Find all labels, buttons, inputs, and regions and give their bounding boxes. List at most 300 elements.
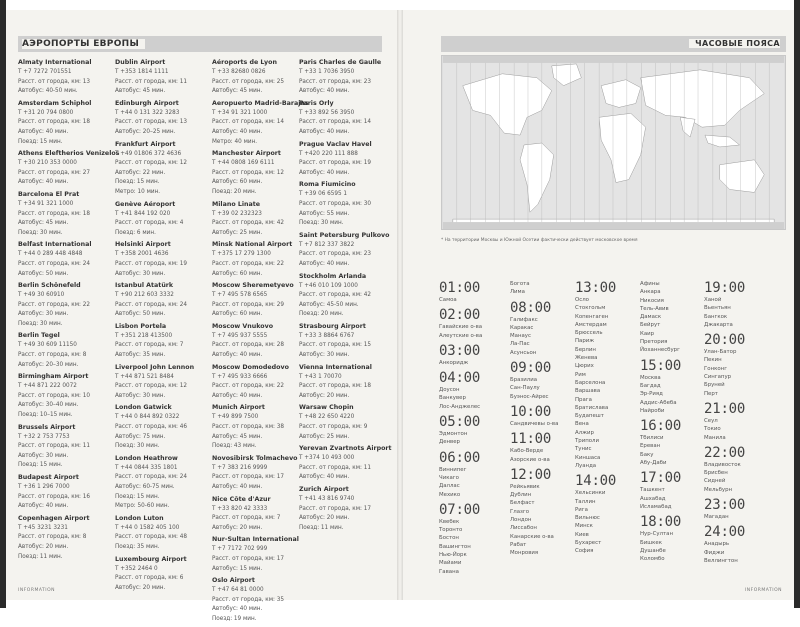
- airport-detail: Расст. от города, км: 23: [299, 78, 371, 85]
- airport-name: Moscow Sheremetyevo: [212, 282, 294, 290]
- airport-detail: Расст. от города, км: 14: [212, 119, 284, 126]
- airport-detail: T +375 17 279 1300: [212, 251, 271, 258]
- timezone-city: Богота: [510, 281, 530, 287]
- airport-name: Lisbon Portela: [115, 322, 167, 330]
- airport-entry: [18, 240, 102, 279]
- timezone-city: Фиджи: [704, 549, 725, 556]
- timezone-time: 19:00: [704, 280, 746, 296]
- airport-detail: Автобус: 20 мин.: [299, 392, 350, 399]
- timezone-city: Таллин: [575, 498, 596, 505]
- timezone-city: Рига: [575, 506, 588, 513]
- timezone-city: Прага: [575, 396, 592, 403]
- airport-detail: Расст. от города, км: 7: [212, 515, 281, 522]
- airport-detail: T +49 01806 372 4636: [115, 150, 182, 157]
- left-footer: INFORMATION: [18, 588, 56, 593]
- airport-entry: [212, 240, 296, 279]
- airport-detail: Расст. от города, км: 38: [212, 424, 284, 431]
- timezone-city: Торонто: [439, 527, 463, 534]
- airport-detail: Автобус: 40 мин.: [18, 179, 69, 186]
- timezone-city: Мельбурн: [704, 486, 733, 493]
- airport-detail: T +7 383 216 9999: [212, 464, 268, 471]
- airport-entry: [115, 454, 199, 512]
- airport-detail: T +7 495 578 6565: [212, 292, 268, 299]
- airport-name: Stockholm Arlanda: [299, 272, 367, 280]
- airport-detail: Автобус: 30 мин.: [18, 311, 69, 318]
- timezone-city: Перт: [704, 390, 718, 397]
- airport-detail: T +7 495 937 5555: [212, 332, 268, 339]
- timezone-city: Сандвичевы о-ва: [510, 420, 559, 427]
- airport-name: Yerevan Zvartnots Airport: [299, 445, 392, 453]
- timezone-column: [704, 280, 784, 568]
- airport-entry: [299, 485, 383, 533]
- airport-entry: [115, 140, 199, 198]
- timezone-city: Токио: [704, 426, 721, 433]
- airport-entry: [299, 403, 383, 442]
- airport-detail: Поезд: 11 мин.: [299, 524, 344, 531]
- airport-detail: Расст. от города, км: 8: [18, 534, 87, 541]
- airport-detail: T +34 91 321 1000: [212, 109, 268, 116]
- airport-name: Belfast International: [18, 241, 92, 249]
- airport-name: Birmingham Airport: [18, 373, 89, 381]
- airport-entry: [299, 322, 383, 361]
- airport-column: [299, 58, 392, 535]
- airport-detail: T +44 871 521 8484: [115, 373, 174, 380]
- airport-detail: Расст. от города, км: 11: [299, 464, 371, 471]
- timezone-city: Тбилиси: [640, 435, 664, 442]
- airport-name: Aeropuerto Madrid-Barajas: [212, 99, 309, 107]
- airport-detail: T +7 7172 702 999: [212, 546, 268, 553]
- airport-detail: Поезд: 15 мин.: [18, 462, 63, 469]
- timezone-city: Гонконг: [704, 365, 728, 372]
- airport-detail: Автобус: 25 мин.: [212, 229, 263, 236]
- airport-detail: Автобус: 22 мин.: [115, 169, 166, 176]
- airport-detail: Расст. от города, км: 15: [299, 342, 371, 349]
- airport-detail: T +34 91 321 1000: [18, 200, 74, 207]
- timezone-city: Каракас: [510, 324, 534, 331]
- timezone-time: 21:00: [704, 400, 746, 417]
- airport-detail: T +44 871 222 0072: [18, 383, 77, 390]
- timezone-city: Веллингтон: [704, 557, 738, 564]
- timezone-city: Ванкувер: [439, 395, 466, 402]
- airport-detail: Расст. от города, км: 28: [212, 342, 284, 349]
- timezone-city: Асунсьон: [510, 349, 537, 356]
- airport-detail: Поезд: 15 мин.: [18, 138, 63, 145]
- airport-entry: [18, 58, 102, 97]
- timezone-time: 03:00: [439, 342, 481, 359]
- airport-name: Helsinki Airport: [115, 241, 171, 249]
- timezone-city: Исламабад: [640, 503, 672, 510]
- airport-detail: T +90 212 603 3332: [115, 292, 174, 299]
- airport-detail: Метро: 40 мин.: [212, 138, 258, 145]
- timezone-city: Аддис-Абеба: [640, 399, 677, 406]
- timezone-time: 24:00: [704, 524, 746, 541]
- airport-name: Dublin Airport: [115, 59, 166, 66]
- timezone-city: Дублин: [510, 492, 532, 499]
- timezone-city: Доусон: [439, 387, 460, 394]
- airport-detail: Автобус: 20–30 мин.: [18, 361, 79, 368]
- airport-detail: Расст. от города, км: 24: [115, 474, 187, 481]
- timezone-city: Коломбо: [640, 556, 665, 563]
- timezone-city: Сеул: [704, 417, 718, 424]
- airport-detail: Автобус: 45-50 мин.: [299, 301, 359, 308]
- airport-detail: Автобус: 40 мин.: [299, 128, 350, 135]
- airport-detail: Автобус: 45 мин.: [18, 220, 69, 227]
- airport-detail: Расст. от города, км: 22: [212, 383, 284, 390]
- airport-detail: Поезд: 30 мин.: [299, 220, 344, 227]
- airport-entry: [299, 363, 383, 402]
- airport-detail: Расст. от города, км: 11: [18, 443, 90, 450]
- airport-name: Frankfurt Airport: [115, 140, 176, 148]
- timezone-city: Галифакс: [510, 316, 538, 323]
- airport-detail: Расст. от города, км: 18: [18, 119, 90, 126]
- timezone-city: Тель-Авив: [640, 305, 669, 312]
- timezone-time: 09:00: [510, 360, 552, 377]
- airport-detail: Расст. от города, км: 22: [18, 301, 90, 308]
- timezone-time: 05:00: [439, 414, 481, 431]
- airport-detail: T +36 1 296 7000: [18, 484, 70, 490]
- timezone-city: Баку: [640, 451, 654, 458]
- airport-detail: T +47 64 81 0000: [212, 587, 264, 594]
- airport-name: Liverpool John Lennon: [115, 363, 195, 371]
- airport-detail: Автобус: 20 мин.: [299, 515, 350, 522]
- timezone-city: Даллас: [439, 483, 460, 490]
- airport-name: Luxembourg Airport: [115, 555, 187, 563]
- airport-detail: Поезд: 6 мин.: [115, 229, 156, 236]
- airport-name: Genève Aéroport: [115, 200, 176, 208]
- airport-detail: Расст. от города, км: 48: [115, 534, 187, 541]
- timezones-title: ЧАСОВЫЕ ПОЯСА: [689, 39, 780, 48]
- airport-name: London Heathrow: [115, 454, 178, 462]
- timezone-time: 18:00: [640, 514, 682, 531]
- timezone-city: Пекин: [704, 357, 722, 364]
- airport-detail: Расст. от города, км: 17: [212, 555, 284, 562]
- timezone-city: Самоа: [439, 297, 457, 303]
- airport-name: London Luton: [115, 514, 164, 522]
- airport-entry: [299, 58, 383, 97]
- airport-detail: Автобус: 40 мин.: [18, 503, 69, 510]
- timezone-city: Манила: [704, 434, 726, 441]
- timezone-group: [439, 307, 519, 340]
- timezone-city: Афины: [640, 281, 660, 287]
- airport-detail: T +7 7272 701551: [18, 69, 72, 75]
- timezone-city: Стокгольм: [575, 305, 606, 312]
- airport-name: Minsk National Airport: [212, 241, 293, 249]
- timezone-group: [439, 343, 519, 367]
- airport-entry: [299, 444, 392, 483]
- airport-detail: T +31 20 794 0800: [18, 109, 74, 116]
- airport-detail: T +33 1 7036 3950: [299, 69, 355, 75]
- timezone-city: Лиссабон: [510, 525, 537, 532]
- world-map-graphic: [442, 56, 785, 229]
- airport-detail: Автобус: 40 мин.: [212, 352, 263, 359]
- airport-detail: Расст. от города, км: 13: [115, 119, 187, 126]
- airport-name: Edinburgh Airport: [115, 99, 179, 107]
- airport-entry: [115, 281, 199, 320]
- airport-name: Oslo Airport: [212, 577, 255, 585]
- airport-detail: T +33 82680 0826: [212, 69, 266, 75]
- airport-detail: T +353 1814 1111: [115, 69, 169, 75]
- airport-name: Nice Côte d'Azur: [212, 495, 271, 503]
- timezone-city: Абу-Даби: [640, 460, 667, 467]
- timezone-city: Денвер: [439, 439, 460, 446]
- timezone-city: Бухарест: [575, 540, 602, 547]
- timezone-city: Эдмонтон: [439, 431, 468, 438]
- timezone-time: 17:00: [640, 470, 682, 487]
- airport-entry: [115, 363, 199, 402]
- timezone-city: Ереван: [640, 443, 661, 450]
- airport-detail: Автобус: 20 мин.: [18, 543, 69, 550]
- cover-edge-right: [794, 0, 800, 608]
- airport-detail: Расст. от города, км: 35: [212, 596, 284, 603]
- timezone-time: 11:00: [510, 431, 552, 448]
- airport-name: Nur-Sultan International: [212, 536, 299, 544]
- airport-detail: T +358 2001 4636: [115, 251, 169, 258]
- timezone-time: 13:00: [575, 280, 617, 296]
- airport-detail: Автобус: 40 мин.: [299, 169, 350, 176]
- timezone-city: Дамаск: [640, 314, 662, 321]
- timezone-time: 08:00: [510, 299, 552, 316]
- timezone-city: Алжир: [575, 429, 594, 436]
- airport-detail: Автобус: 20 мин.: [212, 524, 263, 531]
- timezone-city: Гавана: [439, 568, 459, 575]
- timezone-city: Брисбен: [704, 470, 728, 477]
- timezone-group: [439, 280, 519, 304]
- timezone-time: 22:00: [704, 444, 746, 461]
- timezone-time: 16:00: [640, 418, 682, 435]
- airport-detail: Расст. от города, км: 29: [212, 301, 284, 308]
- airport-column: [115, 58, 199, 595]
- timezone-time: 01:00: [439, 280, 481, 296]
- timezone-city: Мехико: [439, 491, 461, 498]
- timezone-city: Нур-Султан: [640, 531, 673, 538]
- timezone-city: Претория: [640, 339, 668, 346]
- airport-name: Almaty International: [18, 59, 92, 66]
- timezone-group: [439, 414, 519, 447]
- timezone-column: [439, 280, 519, 579]
- timezone-city: Минск: [575, 523, 593, 530]
- airport-entry: [212, 495, 296, 534]
- airport-entry: [115, 200, 199, 239]
- timezone-city: Анкара: [640, 289, 661, 296]
- timezone-city: Владивосток: [704, 461, 741, 468]
- timezone-city: Ханой: [704, 297, 722, 303]
- airport-entry: [212, 322, 296, 361]
- airport-detail: Расст. от города, км: 24: [18, 260, 90, 267]
- airport-detail: T +351 218 413500: [115, 332, 173, 339]
- timezone-city: Хельсинки: [575, 490, 606, 497]
- map-footnote: * На территории Москвы и Южной Осетии фактически действует московское время: [441, 238, 638, 243]
- airport-entry: [212, 281, 296, 320]
- airport-detail: Расст. от города, км: 30: [299, 200, 371, 207]
- airport-detail: Расст. от города, км: 25: [212, 78, 284, 85]
- timezone-time: 23:00: [704, 497, 746, 514]
- airport-detail: Автобус: 40 мин.: [212, 606, 263, 613]
- airport-name: Munich Airport: [212, 404, 265, 412]
- timezone-city: Алеутские о-ва: [439, 332, 483, 339]
- airport-name: Prague Vaclav Havel: [299, 140, 372, 148]
- timezone-time: 04:00: [439, 370, 481, 387]
- timezone-city: Вашингтон: [439, 543, 471, 550]
- airport-entry: [115, 514, 199, 553]
- airport-detail: Поезд: 43 мин.: [212, 443, 257, 450]
- airport-detail: Расст. от города, км: 11: [115, 78, 187, 85]
- timezone-city: Найроби: [640, 407, 665, 414]
- airport-detail: Расст. от города, км: 42: [299, 292, 371, 299]
- airport-detail: Расст. от города, км: 18: [18, 210, 90, 217]
- airport-detail: T +44 0 1582 405 100: [115, 524, 180, 531]
- airport-detail: Расст. от города, км: 12: [115, 160, 187, 167]
- airport-detail: Поезд: 20 мин.: [212, 188, 257, 195]
- timezone-city: София: [575, 548, 594, 555]
- airport-detail: Автобус: 40 мин.: [212, 392, 263, 399]
- airport-detail: Автобус: 60 мин.: [212, 270, 263, 277]
- timezone-city: Лима: [510, 289, 525, 296]
- airport-entry: [299, 272, 383, 320]
- airport-detail: Автобус: 40 мин.: [212, 484, 263, 490]
- airport-detail: Поезд: 30 мин.: [18, 229, 63, 236]
- airport-detail: Автобус: 30–40 мин.: [18, 402, 79, 409]
- airport-detail: Расст. от города, км: 12: [115, 383, 187, 390]
- airport-name: Zurich Airport: [299, 486, 349, 493]
- timezone-city: Бостон: [439, 535, 459, 542]
- timezone-city: Вьентьян: [704, 305, 731, 312]
- airport-detail: Поезд: 30 мин.: [18, 320, 63, 327]
- airport-entry: [18, 372, 102, 420]
- airport-detail: Автобус: 45 мин.: [115, 88, 166, 95]
- timezone-time: 12:00: [510, 466, 552, 483]
- airport-detail: Метро: 10 мин.: [115, 188, 161, 195]
- airport-detail: Автобус: 30 мин.: [299, 352, 350, 359]
- timezone-city: Душанбе: [640, 547, 666, 554]
- timezone-group: [704, 280, 784, 329]
- airport-detail: T +46 010 109 1000: [299, 282, 358, 289]
- timezone-time: 10:00: [510, 403, 552, 420]
- timezone-city: Эр-Рияд: [640, 391, 663, 398]
- airport-detail: Поезд: 20 мин.: [299, 311, 344, 318]
- airport-name: Berlin Tegel: [18, 332, 60, 340]
- airport-detail: Автобус: 60 мин.: [212, 311, 263, 318]
- airport-detail: Расст. от города, км: 27: [18, 169, 90, 176]
- airport-name: Strasbourg Airport: [299, 322, 366, 330]
- airport-entry: [115, 58, 199, 97]
- airport-detail: Поезд: 11 мин.: [18, 553, 63, 560]
- timezone-city: Буэнос-Айрес: [510, 393, 549, 400]
- timezone-city: Бруней: [704, 382, 725, 389]
- airport-detail: Автобус: 20 мин.: [115, 584, 166, 591]
- airport-entry: [212, 454, 296, 493]
- airport-name: Athens Eleftherios Venizelos: [18, 150, 120, 158]
- timezone-city: Сан-Паулу: [510, 385, 540, 392]
- timezone-city: Виннипег: [439, 466, 467, 473]
- timezone-city: Канарские о-ва: [510, 533, 554, 540]
- timezone-city: Сидней: [704, 478, 726, 485]
- timezone-city: Кабо-Верде: [510, 448, 544, 455]
- airport-detail: Автобус: 35 мин.: [115, 352, 166, 359]
- timezone-city: Берлин: [575, 346, 596, 353]
- airport-detail: Расст. от города, км: 4: [115, 220, 184, 227]
- timezone-group: [704, 524, 784, 565]
- timezone-city: Копенгаген: [575, 313, 609, 320]
- airport-detail: Расст. от города, км: 9: [299, 424, 368, 431]
- timezone-city: Бишкек: [640, 539, 662, 546]
- airport-detail: Поезд: 10–15 мин.: [18, 412, 73, 419]
- timezone-city: Москва: [640, 374, 661, 381]
- airport-entry: [212, 535, 299, 574]
- timezone-time: 07:00: [439, 501, 481, 518]
- timezone-time: 20:00: [704, 332, 746, 349]
- timezone-city: Барселона: [575, 379, 606, 386]
- airport-entry: [115, 240, 199, 279]
- airport-name: Paris Orly: [299, 99, 334, 107]
- timezone-city: Париж: [575, 338, 595, 345]
- airport-entry: [18, 99, 102, 147]
- airport-detail: Автобус: 55 мин.: [299, 210, 350, 217]
- airport-detail: T +7 495 933 6666: [212, 373, 268, 380]
- airport-detail: Автобус: 40 мин.: [18, 128, 69, 135]
- airport-detail: T +49 30 609 11150: [18, 342, 77, 349]
- airport-detail: Автобус: 40 мин.: [299, 474, 350, 481]
- airport-name: Amsterdam Schiphol: [18, 99, 92, 107]
- airport-detail: Расст. от города, км: 6: [115, 575, 184, 582]
- timezone-city: Луанда: [575, 462, 597, 469]
- airport-detail: Поезд: 15 мин.: [115, 493, 160, 500]
- timezone-city: Варшава: [575, 388, 601, 395]
- airport-detail: T +41 844 192 020: [115, 210, 171, 217]
- airport-detail: Расст. от города, км: 46: [115, 424, 187, 431]
- airport-detail: T +44 0844 335 1801: [115, 464, 178, 471]
- timezone-city: Братислава: [575, 404, 609, 411]
- airports-header: [18, 36, 382, 52]
- airport-detail: Расст. от города, км: 18: [299, 383, 371, 390]
- airport-detail: T +32 2 753 7753: [18, 433, 70, 440]
- timezone-city: Лондон: [510, 517, 532, 524]
- airport-detail: T +39 02 232323: [212, 210, 262, 217]
- timezone-city: Азорские о-ва: [510, 456, 550, 463]
- airport-detail: T +44 0 289 448 4848: [18, 251, 83, 258]
- airport-detail: T +374 10 493 000: [299, 455, 355, 462]
- timezone-city: Каир: [640, 330, 655, 337]
- timezone-group: [704, 497, 784, 521]
- timezone-city: Осло: [575, 297, 589, 303]
- airport-detail: Автобус: 40 мин.: [299, 88, 350, 95]
- airport-name: Paris Charles de Gaulle: [299, 59, 382, 66]
- timezone-city: Лос-Анджелес: [439, 403, 481, 410]
- timezone-city: Манаус: [510, 333, 531, 340]
- timezone-city: Джакарта: [704, 321, 733, 328]
- airport-name: Manchester Airport: [212, 150, 281, 158]
- airport-detail: T +420 220 111 888: [299, 150, 358, 157]
- timezone-city: Тунис: [575, 446, 592, 453]
- airport-entry: [18, 149, 120, 188]
- airport-entry: [212, 149, 296, 197]
- timezone-group: [704, 401, 784, 442]
- timezone-city: Цюрих: [575, 363, 594, 370]
- airport-detail: Автобус: 20–25 мин.: [115, 128, 176, 135]
- timezone-city: Будапешт: [575, 413, 604, 420]
- airport-name: Brussels Airport: [18, 423, 76, 431]
- airport-detail: Расст. от города, км: 22: [212, 260, 284, 267]
- airport-detail: Автобус: 45 мин.: [212, 88, 263, 95]
- airport-detail: T +41 43 816 9740: [299, 496, 355, 502]
- airport-detail: Расст. от города, км: 7: [115, 342, 184, 349]
- airport-entry: [18, 514, 102, 562]
- airport-column: [18, 58, 120, 564]
- airport-detail: Расст. от города, км: 13: [18, 78, 90, 85]
- airport-detail: T +45 3231 3231: [18, 524, 68, 531]
- timezone-city: Брюссель: [575, 330, 603, 337]
- timezone-city: Глазго: [510, 508, 530, 515]
- airport-detail: T +49 899 7500: [212, 414, 259, 421]
